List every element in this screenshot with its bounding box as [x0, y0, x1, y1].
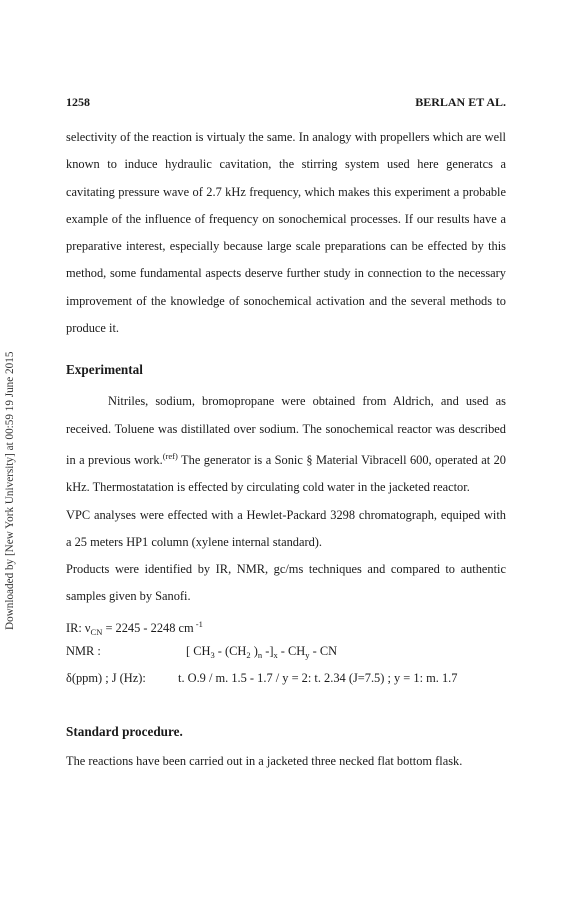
nmr-part-5: - CH [277, 644, 306, 659]
experimental-paragraph-vpc: VPC analyses were effected with a Hewlet-Packard 3298 chromatograph, equiped with a 25 meters HP1 column (xylene internal standard). [66, 507, 506, 549]
nmr-part-1: [ CH [186, 644, 211, 659]
shift-label: δ(ppm) ; J (Hz): [66, 671, 146, 686]
nmr-sub-3: n [257, 650, 263, 661]
standard-procedure-heading: Standard procedure. [66, 723, 183, 739]
page-number: 1258 [66, 95, 90, 109]
nmr-sub-5: y [305, 650, 310, 661]
nmr-label: NMR : [66, 644, 101, 659]
standard-procedure-paragraph: The reactions have been carried out in a jacketed three necked flat bottom flask. [66, 753, 463, 768]
ir-subscript: CN [90, 626, 103, 637]
nmr-part-6: - CN [309, 644, 338, 659]
download-watermark [2, 290, 18, 630]
page-header [66, 95, 506, 111]
nmr-line [66, 638, 506, 665]
page-body [66, 124, 506, 775]
nmr-sub-2: 2 [246, 650, 251, 661]
nmr-sub-4: x [273, 650, 278, 661]
running-title: BERLAN ET AL. [415, 95, 506, 109]
nmr-part-4: -] [262, 644, 274, 659]
materials-text-a: Nitriles, sodium, bromopropane were obtained from Aldrich, and used as received. Toluene was distillated over sodium. The sonochemical reactor was described in a previous work. [66, 394, 506, 467]
download-watermark-text: Downloaded by [New York University] at 00:59 19 June 2015 [4, 351, 16, 630]
ir-value: = 2245 - 2248 cm [102, 620, 194, 635]
ir-superscript: -1 [193, 618, 203, 629]
experimental-paragraph-materials [66, 388, 506, 501]
nmr-part-3: ) [250, 644, 258, 659]
reference-marker: (ref) [162, 450, 178, 461]
experimental-heading: Experimental [66, 362, 143, 378]
shift-values: t. O.9 / m. 1.5 - 1.7 / y = 2: t. 2.34 (J=7.5) ; y = 1: m. 1.7 [178, 671, 458, 686]
materials-text-b: The generator is a Sonic § Material Vibracell 600, operated at 20 kHz. Thermostatation is effected by circulating cold water in the jacketed reactor. [66, 452, 506, 495]
ir-prefix: IR: ν [66, 620, 91, 635]
nmr-part-2: - (CH [214, 644, 247, 659]
ir-line [66, 611, 506, 638]
shift-line [66, 665, 506, 692]
intro-paragraph: selectivity of the reaction is virtualy the same. In analogy with propellers which are well known to induce hydraulic cavitation, the stirring system used here generatcs a cavitating pressure wave of 2.7 kHz frequency, which makes this experiment a probable example of the influence of frequency on sonochemical processes. If our results have a preparative interest, especially because large scale preparations can be effected by this method, some fundamental aspects deserve further study in connection to the necessary improvement of the knowledge of sonochemical activation and the several methods to produce it. [66, 130, 506, 336]
nmr-sub-1: 3 [210, 650, 215, 661]
experimental-paragraph-identification: Products were identified by IR, NMR, gc/ms techniques and compared to authentic samples given by Sanofi. [66, 562, 506, 604]
